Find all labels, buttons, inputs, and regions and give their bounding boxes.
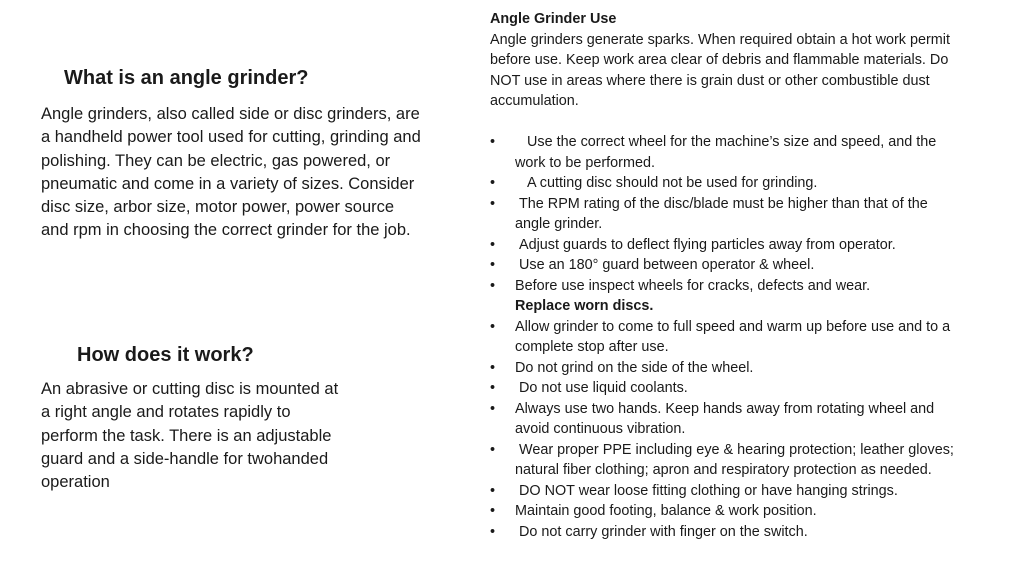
safety-bullet-item <box>490 501 958 522</box>
panel-title: Angle Grinder Use <box>490 11 617 27</box>
bullet-icon: • <box>490 236 496 253</box>
section-heading-what-is: What is an angle grinder? <box>64 67 309 89</box>
bullet-text: Use an 180° guard between operator & wheel. <box>515 257 815 273</box>
bullet-icon: • <box>490 503 496 519</box>
safety-bullet-item <box>490 276 958 317</box>
safety-bullet-item <box>490 132 958 173</box>
bullet-emphasis: Replace worn discs. <box>515 298 654 314</box>
safety-bullet-list <box>490 132 958 542</box>
bullet-text: Use the correct wheel for the machine’s size and speed, and the work to be performed. <box>515 134 941 171</box>
bullet-icon: • <box>490 441 496 458</box>
bullet-icon: • <box>490 195 496 212</box>
safety-bullet-item <box>490 317 958 358</box>
safety-bullet-item <box>490 522 958 543</box>
panel-intro: Angle grinders generate sparks. When required obtain a hot work permit before use. Keep work area clear of debris and flammable materials. Do NOT use in areas where there is grain dust or other combustible dust accumulation. <box>490 31 950 109</box>
safety-bullet-item <box>490 399 958 440</box>
bullet-text: Adjust guards to deflect flying particles away from operator. <box>515 236 896 253</box>
bullet-text: Allow grinder to come to full speed and warm up before use and to a complete stop after use. <box>515 318 955 355</box>
bullet-text: The RPM rating of the disc/blade must be higher than that of the angle grinder. <box>515 195 932 232</box>
safety-bullet-item <box>490 378 958 399</box>
safety-bullet-item <box>490 194 958 235</box>
bullet-text: Do not carry grinder with finger on the switch. <box>515 523 808 540</box>
bullet-icon: • <box>490 482 496 499</box>
bullet-icon: • <box>490 257 496 273</box>
bullet-text: Wear proper PPE including eye & hearing protection; leather gloves; natural fiber clothing; apron and respiratory protection as needed. <box>515 441 958 478</box>
bullet-icon: • <box>490 134 496 150</box>
bullet-icon: • <box>490 380 496 396</box>
bullet-icon: • <box>490 277 496 294</box>
angle-grinder-use-panel <box>490 9 958 542</box>
safety-bullet-item <box>490 440 958 481</box>
bullet-icon: • <box>490 175 496 191</box>
bullet-icon: • <box>490 400 496 417</box>
bullet-icon: • <box>490 318 496 335</box>
bullet-text: Do not grind on the side of the wheel. <box>515 359 754 376</box>
safety-bullet-item <box>490 481 958 502</box>
section-body-how-it-works: An abrasive or cutting disc is mounted at a right angle and rotates rapidly to perform the task. There is an adjustable guard and a side-handle for twohanded operation <box>41 380 339 492</box>
safety-bullet-item <box>490 358 958 379</box>
bullet-icon: • <box>490 359 496 376</box>
section-heading-how-it-works: How does it work? <box>77 344 254 366</box>
bullet-text: DO NOT wear loose fitting clothing or have hanging strings. <box>515 482 898 499</box>
bullet-text: A cutting disc should not be used for grinding. <box>515 175 818 191</box>
bullet-text: Maintain good footing, balance & work position. <box>515 503 817 519</box>
safety-bullet-item <box>490 255 958 276</box>
safety-bullet-item <box>490 173 958 194</box>
bullet-text: Do not use liquid coolants. <box>515 380 688 396</box>
bullet-text: Before use inspect wheels for cracks, defects and wear. <box>515 277 871 294</box>
bullet-text: Always use two hands. Keep hands away from rotating wheel and avoid continuous vibration. <box>515 400 939 437</box>
safety-bullet-item <box>490 235 958 256</box>
bullet-icon: • <box>490 523 496 540</box>
section-body-what-is: Angle grinders, also called side or disc grinders, are a handheld power tool used for cutting, grinding and polishing. They can be electric, gas powered, or pneumatic and come in a variety of sizes. Consider disc size, arbor size, motor power, power source and rpm in choosing the correct grinder for the job. <box>41 105 421 240</box>
